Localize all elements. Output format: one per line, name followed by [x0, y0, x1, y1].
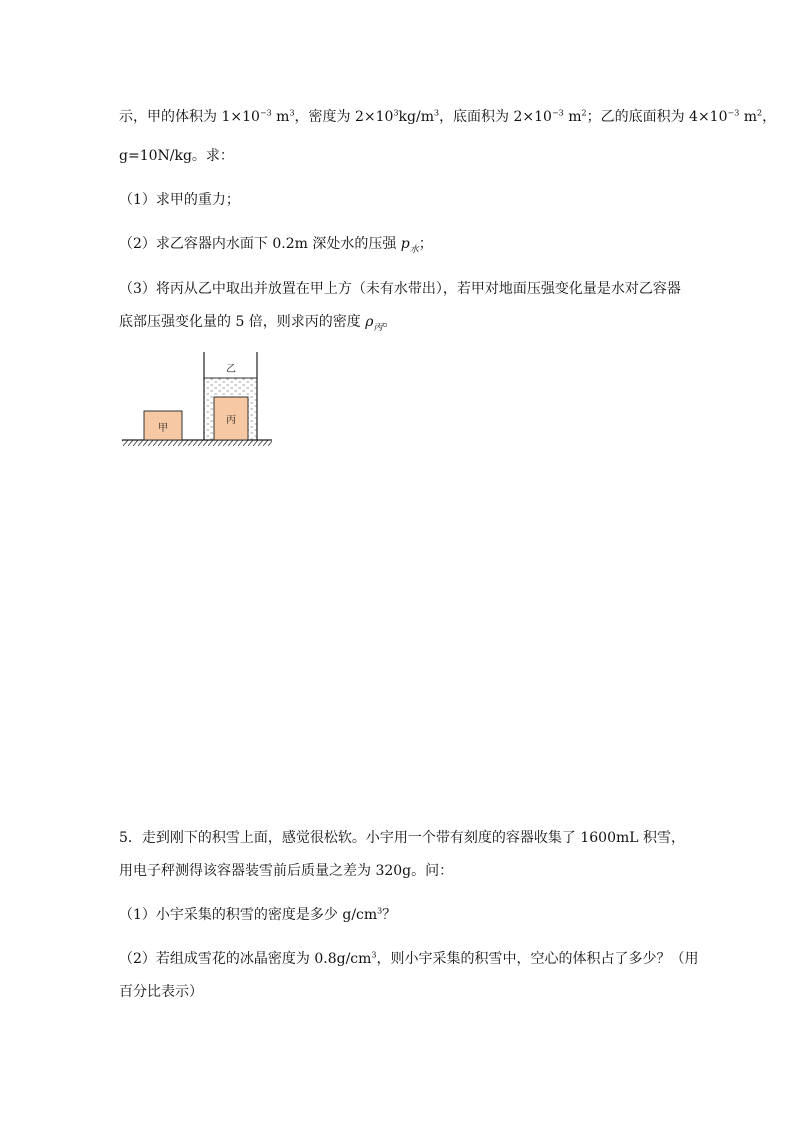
physics-diagram: [118, 350, 278, 450]
ground-hatching: [122, 440, 272, 446]
problem4-question-2: （2）求乙容器内水面下 0.2m 深处水的压强 $p_水$；: [119, 236, 433, 255]
problem5-question-2-line1: （2）若组成雪花的冰晶密度为 $0.8g/cm^3$，则小宇采集的积雪中，空心的体积占了多少？（用: [119, 950, 699, 967]
problem5-question-1: （1）小宇采集的积雪的密度是多少 $g/cm^3$？: [119, 906, 397, 923]
problem4-line2: g=10N/kg。求：: [119, 148, 234, 164]
problem5-line1: 5．走到刚下的积雪上面，感觉很松软。小宇用一个带有刻度的容器收集了 1600mL 积雪，: [119, 830, 686, 846]
problem5-question-2-line2: 百分比表示）: [119, 984, 203, 1000]
problem4-question-1: （1）求甲的重力；: [119, 192, 240, 208]
problem4-question-3-line1: （3）将丙从乙中取出并放置在甲上方（未有水带出），若甲对地面压强变化量是水对乙容器: [119, 281, 681, 297]
problem4-question-3-line2: 底部压强变化量的 5 倍，则求丙的密度 $\rho_丙$。: [119, 314, 397, 333]
problem4-line1: 示，甲的体积为 $1\times 10^{-3}$ $m^3$，密度为 $2\times 10^3kg/m^3$，底面积为 $2\times 10^{-3}$ $m^2$；乙的底面积为 $4\times 10^{-3}$ $m^2$，: [119, 108, 777, 125]
problem5-line2: 用电子秤测得该容器装雪前后质量之差为 320g。问：: [119, 863, 454, 879]
label-yi: 乙: [226, 364, 236, 375]
label-bing: 丙: [226, 415, 236, 426]
label-jia: 甲: [158, 423, 168, 434]
